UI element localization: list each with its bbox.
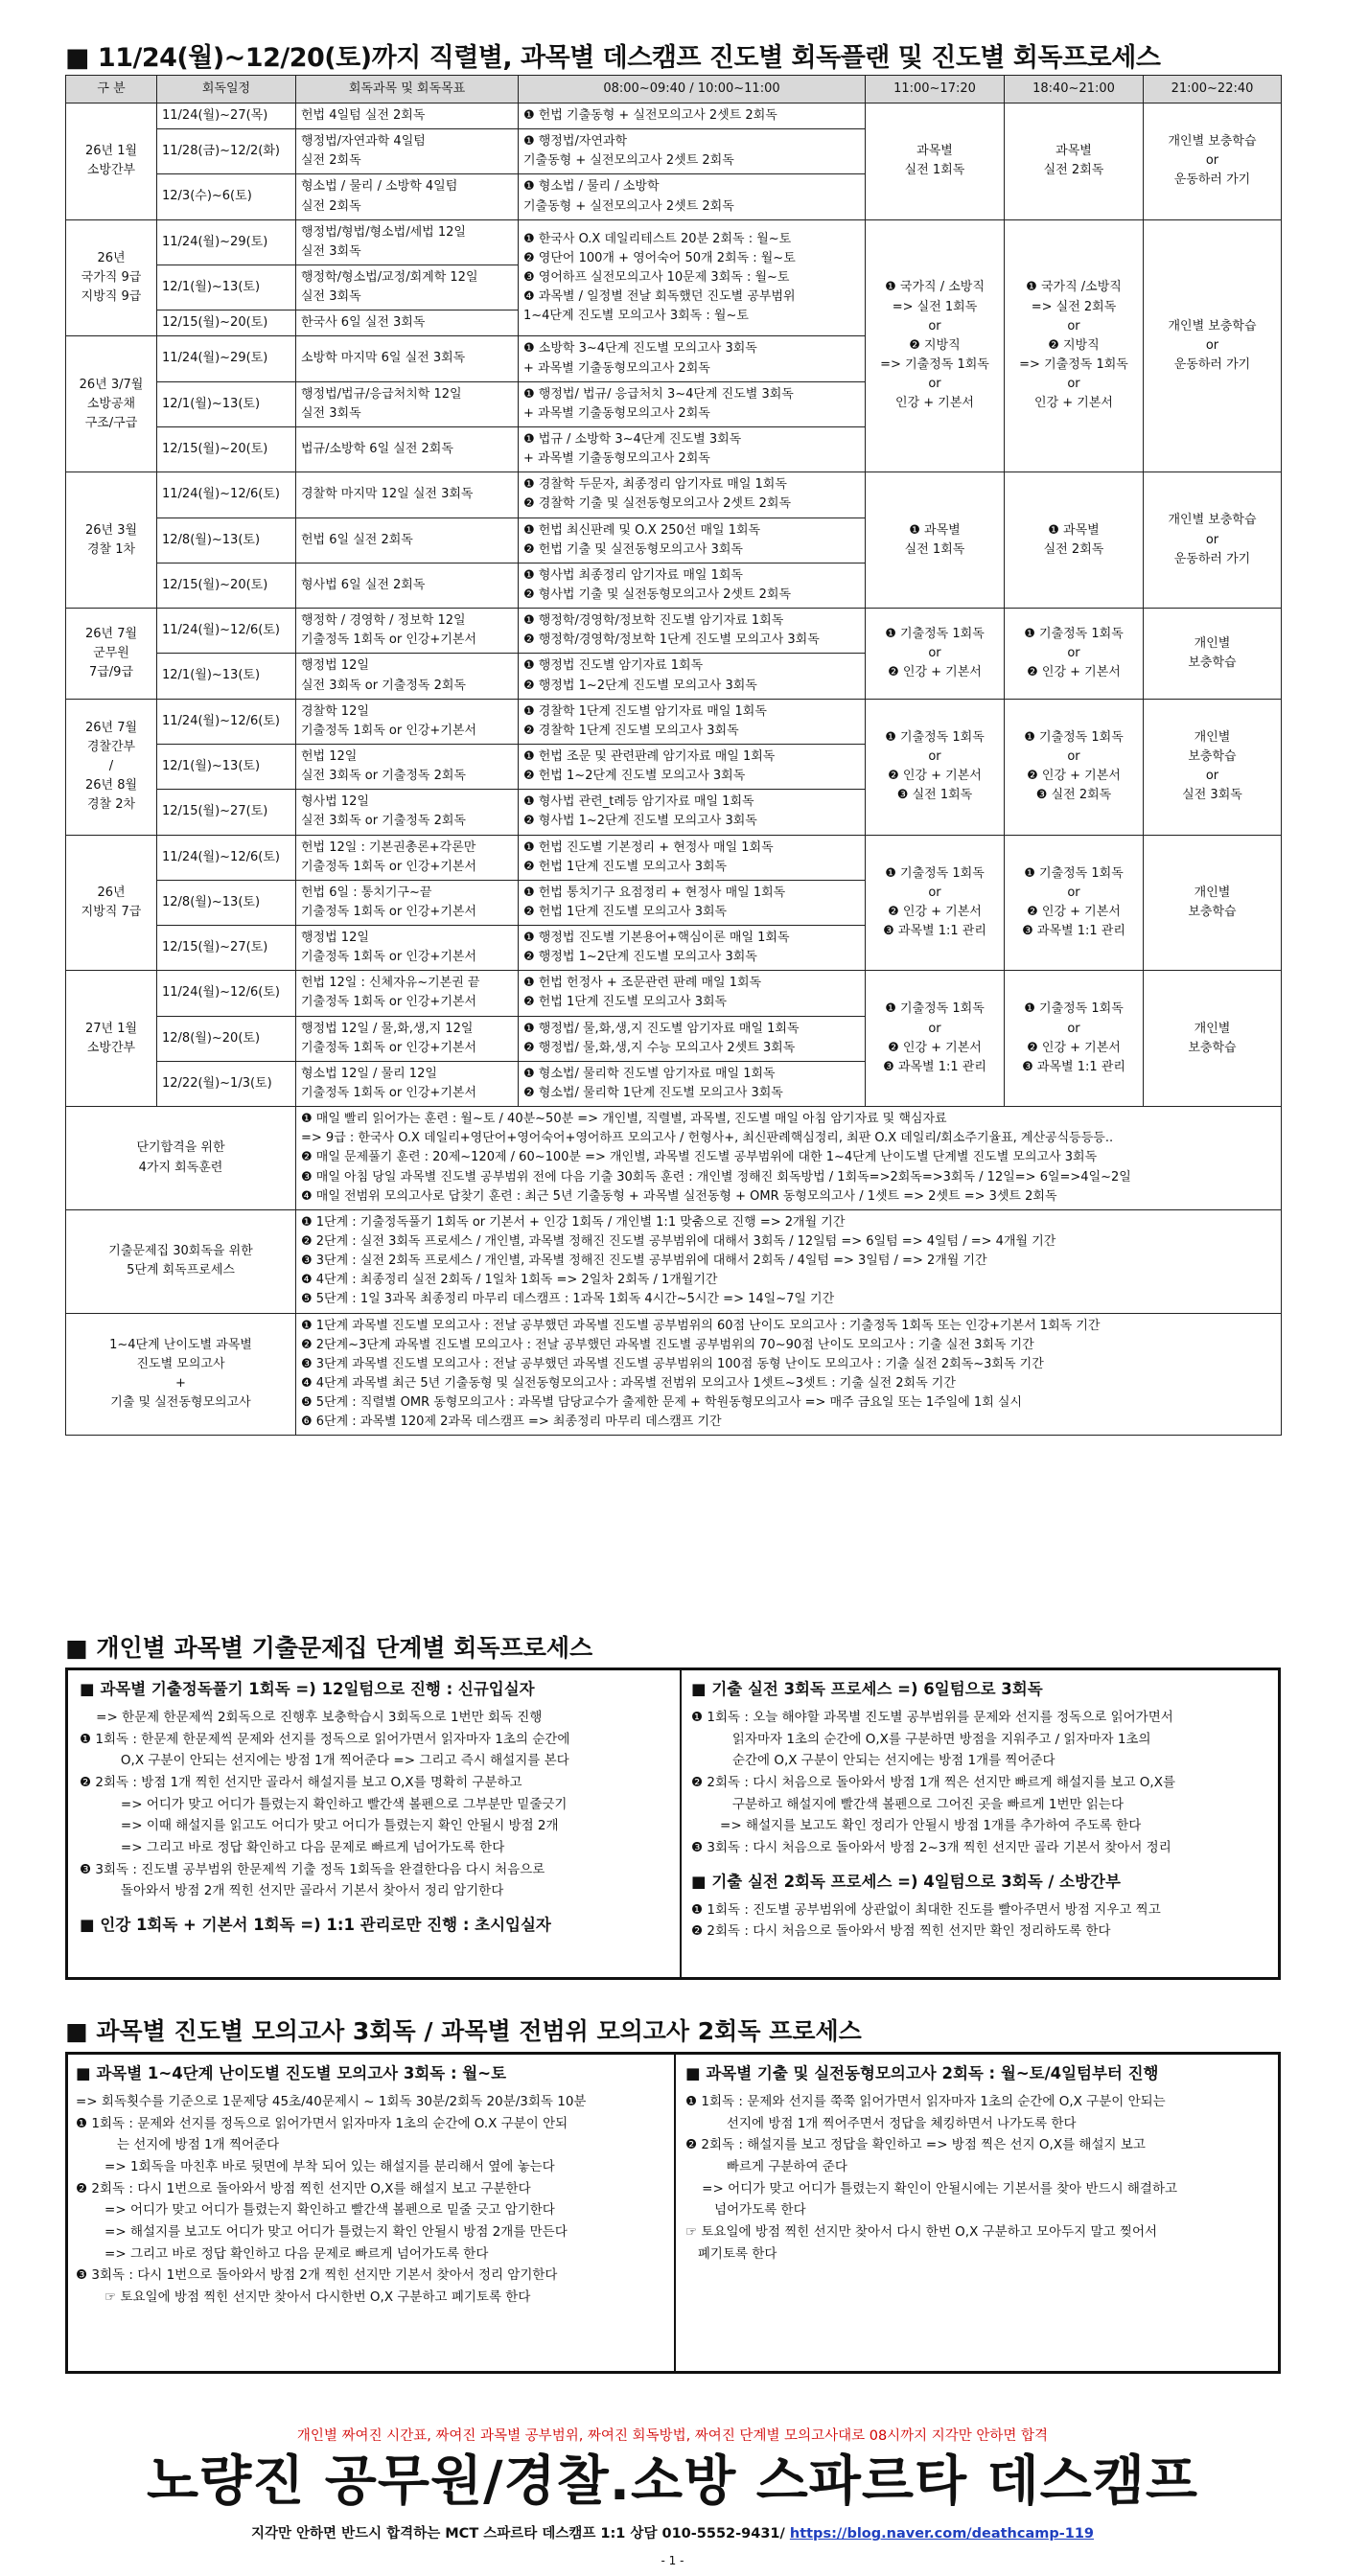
footer-slogan: 개인별 짜여진 시간표, 짜여진 과목별 공부범위, 짜여진 회독방법, 짜여진 단계별 모의고사대로 08시까지 지각만 안하면 합격: [296, 2428, 1049, 2444]
schedule-date: 12/22(월)~1/3(토): [157, 1061, 296, 1106]
morning-plan: ❶ 행정법/자연과학 기출동형 + 실전모의고사 2셋트 2회독: [519, 129, 866, 174]
midday-plan: ❶ 기출정독 1회독 or ❷ 인강 + 기본서: [866, 609, 1005, 700]
night-plan: 개인별 보충학습: [1144, 835, 1282, 971]
training-row: [66, 1107, 1282, 1210]
training-label: 기출문제집 30회독을 위한 5단계 회독프로세스: [66, 1209, 296, 1313]
morning-plan: ❶ 형소법/ 물리학 진도별 암기자료 매일 1회독 ❷ 형소법/ 물리학 1단계 진도별 모의고사 3회독: [519, 1061, 866, 1106]
section2-right: [691, 1670, 1272, 1977]
section3-right: [685, 2055, 1272, 2371]
process-line: => 해설지를 보고도 확인 정리가 안될시 방점 1개를 추가하여 주도록 한다: [691, 1818, 1142, 1834]
section3-box: [65, 2052, 1281, 2374]
table-row: [66, 104, 1282, 129]
table-row: [66, 971, 1282, 1016]
night-plan: 개인별 보충학습 or 운동하러 가기: [1144, 104, 1282, 220]
training-line: ❷ 2단계~3단계 과목별 진도별 모의고사 : 전날 공부했던 과목별 진도별 공부범위의 70~90점 난이도 모의고사 : 기출 실전 3회독 기간: [301, 1337, 1034, 1352]
midday-plan: ❶ 기출정독 1회독 or ❷ 인강 + 기본서 ❸ 실전 1회독: [866, 699, 1005, 835]
subject-goal: 법규/소방학 6일 실전 2회독: [296, 426, 519, 472]
table-row: [66, 219, 1282, 264]
section2-left: [80, 1670, 731, 1977]
table-row: [66, 472, 1282, 518]
schedule-date: 11/24(월)~29(토): [157, 336, 296, 381]
process-line: ❶ 1회독 : 진도별 공부범위에 상관없이 최대한 진도를 빨아주면서 방점 지우고 찍고: [691, 1901, 1161, 1918]
process-line: ❶ 1회독 : 문제와 선지를 쭉쭉 읽어가면서 읽자마자 1초의 순간에 O,X 구분이 안되는: [685, 2094, 1166, 2109]
night-plan: 개인별 보충학습 or 운동하러 가기: [1144, 219, 1282, 472]
schedule-date: 12/8(월)~13(토): [157, 880, 296, 925]
morning-plan: ❶ 법규 / 소방학 3~4단계 진도별 3회독 + 과목별 기출동형모의고사 2회독: [519, 426, 866, 472]
morning-plan: ❶ 경찰학 1단계 진도별 암기자료 매일 1회독 ❷ 경찰학 1단계 진도별 모의고사 3회독: [519, 699, 866, 744]
header-subject: 회독과목 및 회독목표: [296, 76, 519, 104]
evening-plan: ❶ 국가직 /소방직 => 실전 2회독 or ❷ 지방직 => 기출정독 1회독 or 인강 + 기본서: [1005, 219, 1144, 472]
training-line: ❺ 5단계 : 직렬별 OMR 동형모의고사 : 과목별 담당교수가 출제한 문제 + 학원동형모의고사 => 매주 금요일 또는 1주일에 1회 실시: [301, 1395, 1023, 1411]
schedule-date: 11/24(월)~12/6(토): [157, 971, 296, 1016]
morning-plan: ❶ 형소법 / 물리 / 소방학 기출동형 + 실전모의고사 2셋트 2회독: [519, 174, 866, 219]
process-line: 순간에 O,X 구분이 안되는 선지에는 방점 1개를 찍어준다: [691, 1753, 1055, 1769]
section2-right-heading: ■ 기출 실전 3회독 프로세스 =) 6일텀으로 3회독: [691, 1680, 1043, 1698]
schedule-date: 11/24(월)~27(목): [157, 104, 296, 129]
header-night: 21:00~22:40: [1144, 76, 1282, 104]
schedule-date: 12/1(월)~13(토): [157, 744, 296, 789]
subject-goal: 헌법 6일 : 통치기구~끝 기출정독 1회독 or 인강+기본서: [296, 880, 519, 925]
evening-plan: 과목별 실전 2회독: [1005, 104, 1144, 220]
evening-plan: ❶ 과목별 실전 2회독: [1005, 472, 1144, 609]
training-label: 단기합격을 위한 4가지 회독훈련: [66, 1107, 296, 1210]
evening-plan: ❶ 기출정독 1회독 or ❷ 인강 + 기본서: [1005, 609, 1144, 700]
training-label: 1~4단계 난이도별 과목별 진도별 모의고사 + 기출 및 실전동형모의고사: [66, 1313, 296, 1436]
process-line: 넘어가도록 한다: [685, 2202, 806, 2219]
group-label: 26년 국가직 9급 지방직 9급: [66, 219, 157, 336]
header-schedule: 회독일정: [157, 76, 296, 104]
training-line: ❷ 2단계 : 실전 3회독 프로세스 / 개인별, 과목별 정해진 진도별 공부범위에 대해서 3회독 / 12일텀 => 6일텀 => 4일텀 / => 4개월 기간: [301, 1234, 1056, 1250]
schedule-table: [65, 75, 1282, 1436]
night-plan: 개인별 보충학습 or 운동하러 가기: [1144, 472, 1282, 609]
section2-box: [65, 1668, 1281, 1980]
process-line: 폐기토록 한다: [685, 2245, 777, 2262]
schedule-date: 12/3(수)~6(토): [157, 174, 296, 219]
morning-plan: ❶ 형사법 최종정리 암기자료 매일 1회독 ❷ 형사법 기출 및 실전동형모의고사 2셋트 2회독: [519, 563, 866, 608]
night-plan: 개인별 보충학습: [1144, 971, 1282, 1107]
process-line: 빠르게 구분하여 준다: [685, 2159, 847, 2175]
evening-plan: ❶ 기출정독 1회독 or ❷ 인강 + 기본서 ❸ 과목별 1:1 관리: [1005, 835, 1144, 971]
morning-plan: ❶ 한국사 O.X 데일리테스트 20분 2회독 : 월~토 ❷ 영단어 100개 + 영어숙어 50개 2회독 : 월~토 ❸ 영어하프 실전모의고사 10문제 3회독 : 월~토 ❹ 과목별 / 일정별 전날 회독했던 진도별 공부범위 1~4단계 진도별 모의고사 3회독 : 월~토: [519, 219, 866, 336]
schedule-date: 12/1(월)~13(토): [157, 264, 296, 310]
training-line: ❸ 3단계 과목별 진도별 모의고사 : 전날 공부했던 과목별 진도별 공부범위의 100점 동형 난이도 모의고사 : 기출 실전 2회독~3회독 기간: [301, 1356, 1044, 1371]
section2-title: ■ 개인별 과목별 기출문제집 단계별 회독프로세스: [65, 1634, 593, 1662]
training-line: ❻ 6단계 : 과목별 120제 2과목 데스캠프 => 최종정리 마무리 데스캠프 기간: [301, 1414, 722, 1430]
process-line: ❸ 3회독 : 다시 처음으로 돌아와서 방점 2~3개 찍힌 선지만 골라 기본서 찾아서 정리: [691, 1840, 1171, 1856]
schedule-date: 11/24(월)~12/6(토): [157, 472, 296, 518]
training-lines: [296, 1107, 1282, 1210]
process-line: 읽자마자 1초의 순간에 O,X를 구분하면 방점을 지워주고 / 읽자마자 1초의: [691, 1731, 1151, 1747]
section2-left-lines: [80, 1707, 731, 1902]
subject-goal: 행정법/자연과학 4일텀 실전 2회독: [296, 129, 519, 174]
training-line: ❹ 4단계 : 최종정리 실전 2회독 / 1일차 1회독 => 2일차 2회독 / 1개월기간: [301, 1273, 718, 1288]
group-label: 26년 7월 경찰간부 / 26년 8월 경찰 2차: [66, 699, 157, 835]
training-lines: [296, 1209, 1282, 1313]
schedule-date: 12/1(월)~13(토): [157, 381, 296, 426]
header-evening: 18:40~21:00: [1005, 76, 1144, 104]
footer-contact: [0, 2522, 1345, 2542]
subject-goal: 형소법 / 물리 / 소방학 4일텀 실전 2회독: [296, 174, 519, 219]
schedule-date: 11/24(월)~12/6(토): [157, 609, 296, 654]
schedule-date: 12/8(월)~13(토): [157, 518, 296, 563]
process-line: => 한문제 한문제씩 2회독으로 진행후 보충학습시 3회독으로 1번만 회독 진행: [80, 1710, 543, 1725]
process-line: => 그리고 바로 정답 확인하고 다음 문제로 빠르게 넘어가도록 한다: [80, 1840, 505, 1856]
process-line: ❸ 3회독 : 진도별 공부범위 한문제씩 기출 정독 1회독을 완결한다음 다시 처음으로: [80, 1861, 545, 1877]
section3-right-lines: [685, 2091, 1272, 2265]
morning-plan: ❶ 헌법 진도별 기본정리 + 현정사 매일 1회독 ❷ 헌법 1단계 진도별 모의고사 3회독: [519, 835, 866, 880]
process-line: ❷ 2회독 : 방점 1개 찍힌 선지만 골라서 해설지를 보고 O,X를 명확히 구분하고: [80, 1775, 522, 1791]
process-line: O,X 구분이 안되는 선지에는 방점 1개 찍어준다 => 그리고 즉시 해설지를 본다: [80, 1753, 569, 1769]
training-line: ❷ 매일 문제풀기 훈련 : 20제~120제 / 60~100분 => 개인별, 과목별 진도별 공부범위에 대한 1~4단계 난이도별 단계별 진도별 모의고사 3회독: [301, 1150, 1098, 1165]
schedule-date: 12/15(월)~27(토): [157, 926, 296, 971]
subject-goal: 형소법 12일 / 물리 12일 기출정독 1회독 or 인강+기본서: [296, 1061, 519, 1106]
footer-brand: 노량진 공무원/경찰.소방 스파르타 데스캠프: [147, 2450, 1198, 2513]
morning-plan: ❶ 헌법 헌정사 + 조문관련 판례 매일 1회독 ❷ 헌법 1단계 진도별 모의고사 3회독: [519, 971, 866, 1016]
table-row: [66, 835, 1282, 880]
header-morning: 08:00~09:40 / 10:00~11:00: [519, 76, 866, 104]
table-row: [66, 699, 1282, 744]
process-line: => 어디가 맞고 어디가 틀렸는지 확인하고 빨간색 볼펜으로 밑줄 긋고 암기한다: [76, 2202, 555, 2219]
process-line: => 어디가 맞고 어디가 틀렸는지 확인이 안될시에는 기본서를 찾아 반드시 해결하고: [685, 2180, 1178, 2196]
training-line: => 9급 : 한국사 O.X 데일리+영단어+영어숙어+영어하프 모의고사 / 헌형사+, 최신판례핵심정리, 최판 O.X 데일리/회소주기율표, 계산공식등등등..: [301, 1131, 1114, 1146]
section2-right-heading2: ■ 기출 실전 2회독 프로세스 =) 4일텀으로 3회독 / 소방간부: [691, 1872, 1121, 1891]
section2-left-heading2: ■ 인강 1회독 + 기본서 1회독 =) 1:1 관리로만 진행 : 초시입실자: [80, 1916, 551, 1935]
group-label: 26년 3월 경찰 1차: [66, 472, 157, 609]
schedule-date: 12/15(월)~20(토): [157, 310, 296, 336]
morning-plan: ❶ 헌법 기출동형 + 실전모의고사 2셋트 2회독: [519, 104, 866, 129]
subject-goal: 헌법 12일 : 기본권총론+각론만 기출정독 1회독 or 인강+기본서: [296, 835, 519, 880]
section3-left-lines: [76, 2091, 728, 2309]
schedule-date: 12/1(월)~13(토): [157, 654, 296, 699]
blog-link[interactable]: https://blog.naver.com/deathcamp-119: [789, 2526, 1095, 2542]
morning-plan: ❶ 소방학 3~4단계 진도별 모의고사 3회독 + 과목별 기출동형모의고사 2회독: [519, 336, 866, 381]
group-label: 26년 3/7월 소방공채 구조/구급: [66, 336, 157, 472]
section2-divider: [680, 1670, 682, 1977]
training-line: ❶ 1단계 과목별 진도별 모의고사 : 전날 공부했던 과목별 진도별 공부범위의 60점 난이도 모의고사 : 기출정독 1회독 또는 인강+기본서 1회독 기간: [301, 1318, 1101, 1333]
process-line: 선지에 방점 1개 찍어주면서 정답을 체킹하면서 나가도록 한다: [685, 2115, 1077, 2131]
morning-plan: ❶ 헌법 조문 및 관련판례 암기자료 매일 1회독 ❷ 헌법 1~2단계 진도별 모의고사 3회독: [519, 744, 866, 789]
process-line: ❷ 2회독 : 해설지를 보고 정답을 확인하고 => 방점 찍은 선지 O,X를 해설지 보고: [685, 2137, 1146, 2153]
subject-goal: 행정법 12일 기출정독 1회독 or 인강+기본서: [296, 926, 519, 971]
schedule-date: 11/24(월)~29(토): [157, 219, 296, 264]
night-plan: 개인별 보충학습: [1144, 609, 1282, 700]
page-number: - 1 -: [661, 2554, 684, 2567]
process-line: => 그리고 바로 정답 확인하고 다음 문제로 빠르게 넘어가도록 한다: [76, 2245, 489, 2262]
page-title: ■ 11/24(월)~12/20(토)까지 직렬별, 과목별 데스캠프 진도별 회독플랜 및 진도별 회독프로세스: [65, 43, 1161, 73]
training-lines: [296, 1313, 1282, 1436]
process-line: => 해설지를 보고도 어디가 맞고 어디가 틀렸는지 확인 안될시 방점 2개를 만든다: [76, 2224, 568, 2241]
subject-goal: 소방학 마지막 6일 실전 3회독: [296, 336, 519, 381]
morning-plan: ❶ 행정법/ 법규/ 응급처치 3~4단계 진도별 3회독 + 과목별 기출동형모의고사 2회독: [519, 381, 866, 426]
morning-plan: ❶ 행정법 진도별 암기자료 1회독 ❷ 행정법 1~2단계 진도별 모의고사 3회독: [519, 654, 866, 699]
process-line: ❶ 1회독 : 문제와 선지를 정독으로 읽어가면서 읽자마자 1초의 순간에 O.X 구분이 안되: [76, 2115, 568, 2131]
subject-goal: 행정법 12일 실전 3회독 or 기출정독 2회독: [296, 654, 519, 699]
midday-plan: ❶ 국가직 / 소방직 => 실전 1회독 or ❷ 지방직 => 기출정독 1회독 or 인강 + 기본서: [866, 219, 1005, 472]
schedule-date: 12/15(월)~20(토): [157, 563, 296, 608]
training-line: ❺ 5단계 : 1일 3과목 최종정리 마무리 데스캠프 : 1과목 1회독 4시간~5시간 => 14일~7일 기간: [301, 1292, 835, 1307]
section2-right-lines2: [691, 1899, 1272, 1943]
training-line: ❸ 3단계 : 실전 2회독 프로세스 / 개인별, 과목별 정해진 진도별 공부범위에 대해서 2회독 / 4일텀 => 3일텀 / => 2개월 기간: [301, 1254, 987, 1269]
process-line: ☞ 토요일에 방점 찍힌 선지만 찾아서 다시 한번 O,X 구분하고 모아두지 말고 찢어서: [685, 2224, 1158, 2241]
process-line: ☞ 토요일에 방점 찍힌 선지만 찾아서 다시한번 O,X 구분하고 폐기토록 한다: [76, 2289, 531, 2306]
header-midday: 11:00~17:20: [866, 76, 1005, 104]
training-line: ❹ 4단계 과목별 최근 5년 기출동형 및 실전동형모의고사 : 과목별 전범위 모의고사 1셋트~3셋트 : 기출 실전 2회독 기간: [301, 1376, 956, 1392]
subject-goal: 행정법 12일 / 물,화,생,지 12일 기출정독 1회독 or 인강+기본서: [296, 1016, 519, 1061]
training-line: ❶ 1단계 : 기출정독풀기 1회독 or 기본서 + 인강 1회독 / 개인별 1:1 맞춤으로 진행 => 2개월 기간: [301, 1214, 846, 1230]
group-label: 26년 1월 소방간부: [66, 104, 157, 220]
midday-plan: ❶ 기출정독 1회독 or ❷ 인강 + 기본서 ❸ 과목별 1:1 관리: [866, 835, 1005, 971]
table-row: [66, 609, 1282, 654]
subject-goal: 형사법 6일 실전 2회독: [296, 563, 519, 608]
midday-plan: ❶ 기출정독 1회독 or ❷ 인강 + 기본서 ❸ 과목별 1:1 관리: [866, 971, 1005, 1107]
process-line: => 1회독을 마친후 바로 뒷면에 부착 되어 있는 해설지를 분리해서 옆에 놓는다: [76, 2159, 555, 2175]
section3-left-heading: ■ 과목별 1~4단계 난이도별 진도별 모의고사 3회독 : 월~토: [76, 2064, 507, 2082]
training-line: ❸ 매일 아침 당일 과목별 진도별 공부범위 전에 다음 기출 30회독 훈련 : 개인별 정해진 회독방법 / 1회독=>2회독=>3회독 / 12일=> 6일=>4일~2일: [301, 1169, 1131, 1184]
subject-goal: 헌법 12일 : 신체자유~기본권 끝 기출정독 1회독 or 인강+기본서: [296, 971, 519, 1016]
process-line: => 회독횟수를 기준으로 1문제당 45초/40문제시 ~ 1회독 30분/2회독 20분/3회독 10분: [76, 2094, 587, 2109]
morning-plan: ❶ 행정학/경영학/정보학 진도별 암기자료 1회독 ❷ 행정학/경영학/정보학 1단계 진도별 모의고사 3회독: [519, 609, 866, 654]
midday-plan: 과목별 실전 1회독: [866, 104, 1005, 220]
section2-right-lines: [691, 1707, 1272, 1859]
evening-plan: ❶ 기출정독 1회독 or ❷ 인강 + 기본서 ❸ 실전 2회독: [1005, 699, 1144, 835]
process-line: => 이때 해설지를 읽고도 어디가 맞고 어디가 틀렸는지 확인 안될시 방점 2개: [80, 1818, 559, 1834]
group-label: 26년 7월 군무원 7급/9급: [66, 609, 157, 700]
subject-goal: 행정학 / 경영학 / 정보학 12일 기출정독 1회독 or 인강+기본서: [296, 609, 519, 654]
process-line: => 어디가 맞고 어디가 틀렸는지 확인하고 빨간색 볼펜으로 그부분만 밑줄긋기: [80, 1796, 568, 1812]
section3-left: [76, 2055, 728, 2371]
evening-plan: ❶ 기출정독 1회독 or ❷ 인강 + 기본서 ❸ 과목별 1:1 관리: [1005, 971, 1144, 1107]
subject-goal: 헌법 12일 실전 3회독 or 기출정독 2회독: [296, 744, 519, 789]
footer-contact-text: 지각만 안하면 반드시 합격하는 MCT 스파르타 데스캠프 1:1 상담 010-5552-9431/: [250, 2526, 785, 2542]
morning-plan: ❶ 경찰학 두문자, 최종정리 암기자료 매일 1회독 ❷ 경찰학 기출 및 실전동형모의고사 2셋트 2회독: [519, 472, 866, 518]
training-line: ❶ 매일 빨리 읽어가는 훈련 : 월~토 / 40분~50분 => 개인별, 직렬별, 과목별, 진도별 매일 아침 암기자료 및 핵심자료: [301, 1112, 947, 1127]
process-line: ❷ 2회독 : 다시 처음으로 돌아와서 방점 찍힌 선지만 확인 정리하도록 한다: [691, 1923, 1111, 1940]
morning-plan: ❶ 형사법 관련_t례등 암기자료 매일 1회독 ❷ 형사법 1~2단계 진도별 모의고사 3회독: [519, 790, 866, 835]
schedule-date: 12/15(월)~27(토): [157, 790, 296, 835]
table-header-row: [66, 76, 1282, 104]
morning-plan: ❶ 헌법 통치기구 요점정리 + 현정사 매일 1회독 ❷ 헌법 1단계 진도별 모의고사 3회독: [519, 880, 866, 925]
subject-goal: 행정법/법규/응급처치학 12일 실전 3회독: [296, 381, 519, 426]
header-category: 구 분: [66, 76, 157, 104]
section2-left-heading: ■ 과목별 기출정독풀기 1회독 =) 12일텀으로 진행 : 신규입실자: [80, 1680, 535, 1698]
schedule-date: 11/24(월)~12/6(토): [157, 699, 296, 744]
subject-goal: 경찰학 12일 기출정독 1회독 or 인강+기본서: [296, 699, 519, 744]
subject-goal: 행정학/형소법/교정/회계학 12일 실전 3회독: [296, 264, 519, 310]
training-row: [66, 1209, 1282, 1313]
process-line: ❸ 3회독 : 다시 1번으로 돌아와서 방점 2개 찍힌 선지만 기본서 찾아서 정리 암기한다: [76, 2267, 558, 2284]
group-label: 26년 지방직 7급: [66, 835, 157, 971]
process-line: ❶ 1회독 : 오늘 해야할 과목별 진도별 공부범위를 문제와 선지를 정독으로 읽어가면서: [691, 1710, 1173, 1725]
process-line: ❶ 1회독 : 한문제 한문제씩 문제와 선지를 정독으로 읽어가면서 읽자마자 1초의 순간에: [80, 1731, 570, 1747]
morning-plan: ❶ 헌법 최신판례 및 O.X 250선 매일 1회독 ❷ 헌법 기출 및 실전동형모의고사 3회독: [519, 518, 866, 563]
section3-title: ■ 과목별 진도별 모의고사 3회독 / 과목별 전범위 모의고사 2회독 프로세스: [65, 2017, 862, 2045]
process-line: ❷ 2회독 : 다시 처음으로 돌아와서 방점 1개 찍은 선지만 빠르게 해설지를 보고 O,X를: [691, 1775, 1176, 1791]
group-label: 27년 1월 소방간부: [66, 971, 157, 1107]
training-line: ❹ 매일 전범위 모의고사로 답찾기 훈련 : 최근 5년 기출동형 + 과목별 실전동형 + OMR 동형모의고사 / 1셋트 => 2셋트 => 3셋트 2회독: [301, 1188, 1057, 1204]
subject-goal: 헌법 6일 실전 2회독: [296, 518, 519, 563]
morning-plan: ❶ 행정법 진도별 기본용어+핵심이론 매일 1회독 ❷ 행정법 1~2단계 진도별 모의고사 3회독: [519, 926, 866, 971]
schedule-date: 11/24(월)~12/6(토): [157, 835, 296, 880]
subject-goal: 한국사 6일 실전 3회독: [296, 310, 519, 336]
night-plan: 개인별 보충학습 or 실전 3회독: [1144, 699, 1282, 835]
subject-goal: 헌법 4일텀 실전 2회독: [296, 104, 519, 129]
subject-goal: 형사법 12일 실전 3회독 or 기출정독 2회독: [296, 790, 519, 835]
section3-right-heading: ■ 과목별 기출 및 실전동형모의고사 2회독 : 월~토/4일텀부터 진행: [685, 2064, 1159, 2082]
training-row: [66, 1313, 1282, 1436]
schedule-date: 12/15(월)~20(토): [157, 426, 296, 472]
subject-goal: 행정법/형법/형소법/세법 12일 실전 3회독: [296, 219, 519, 264]
section3-divider: [674, 2055, 676, 2371]
subject-goal: 경찰학 마지막 12일 실전 3회독: [296, 472, 519, 518]
process-line: ❷ 2회독 : 다시 1번으로 돌아와서 방점 찍힌 선지만 O,X를 해설지 보고 구분한다: [76, 2180, 531, 2196]
midday-plan: ❶ 과목별 실전 1회독: [866, 472, 1005, 609]
process-line: 구분하고 해설지에 빨간색 볼펜으로 그어진 곳을 빠르게 1번만 읽는다: [691, 1796, 1124, 1812]
schedule-date: 11/28(금)~12/2(화): [157, 129, 296, 174]
morning-plan: ❶ 행정법/ 물,화,생,지 진도별 암기자료 매일 1회독 ❷ 행정법/ 물,화,생,지 수능 모의고사 2셋트 3회독: [519, 1016, 866, 1061]
schedule-date: 12/8(월)~20(토): [157, 1016, 296, 1061]
process-line: 는 선지에 방점 1개 찍어준다: [76, 2137, 280, 2153]
process-line: 돌아와서 방점 2개 찍힌 선지만 골라서 기본서 찾아서 정리 암기한다: [80, 1883, 504, 1899]
